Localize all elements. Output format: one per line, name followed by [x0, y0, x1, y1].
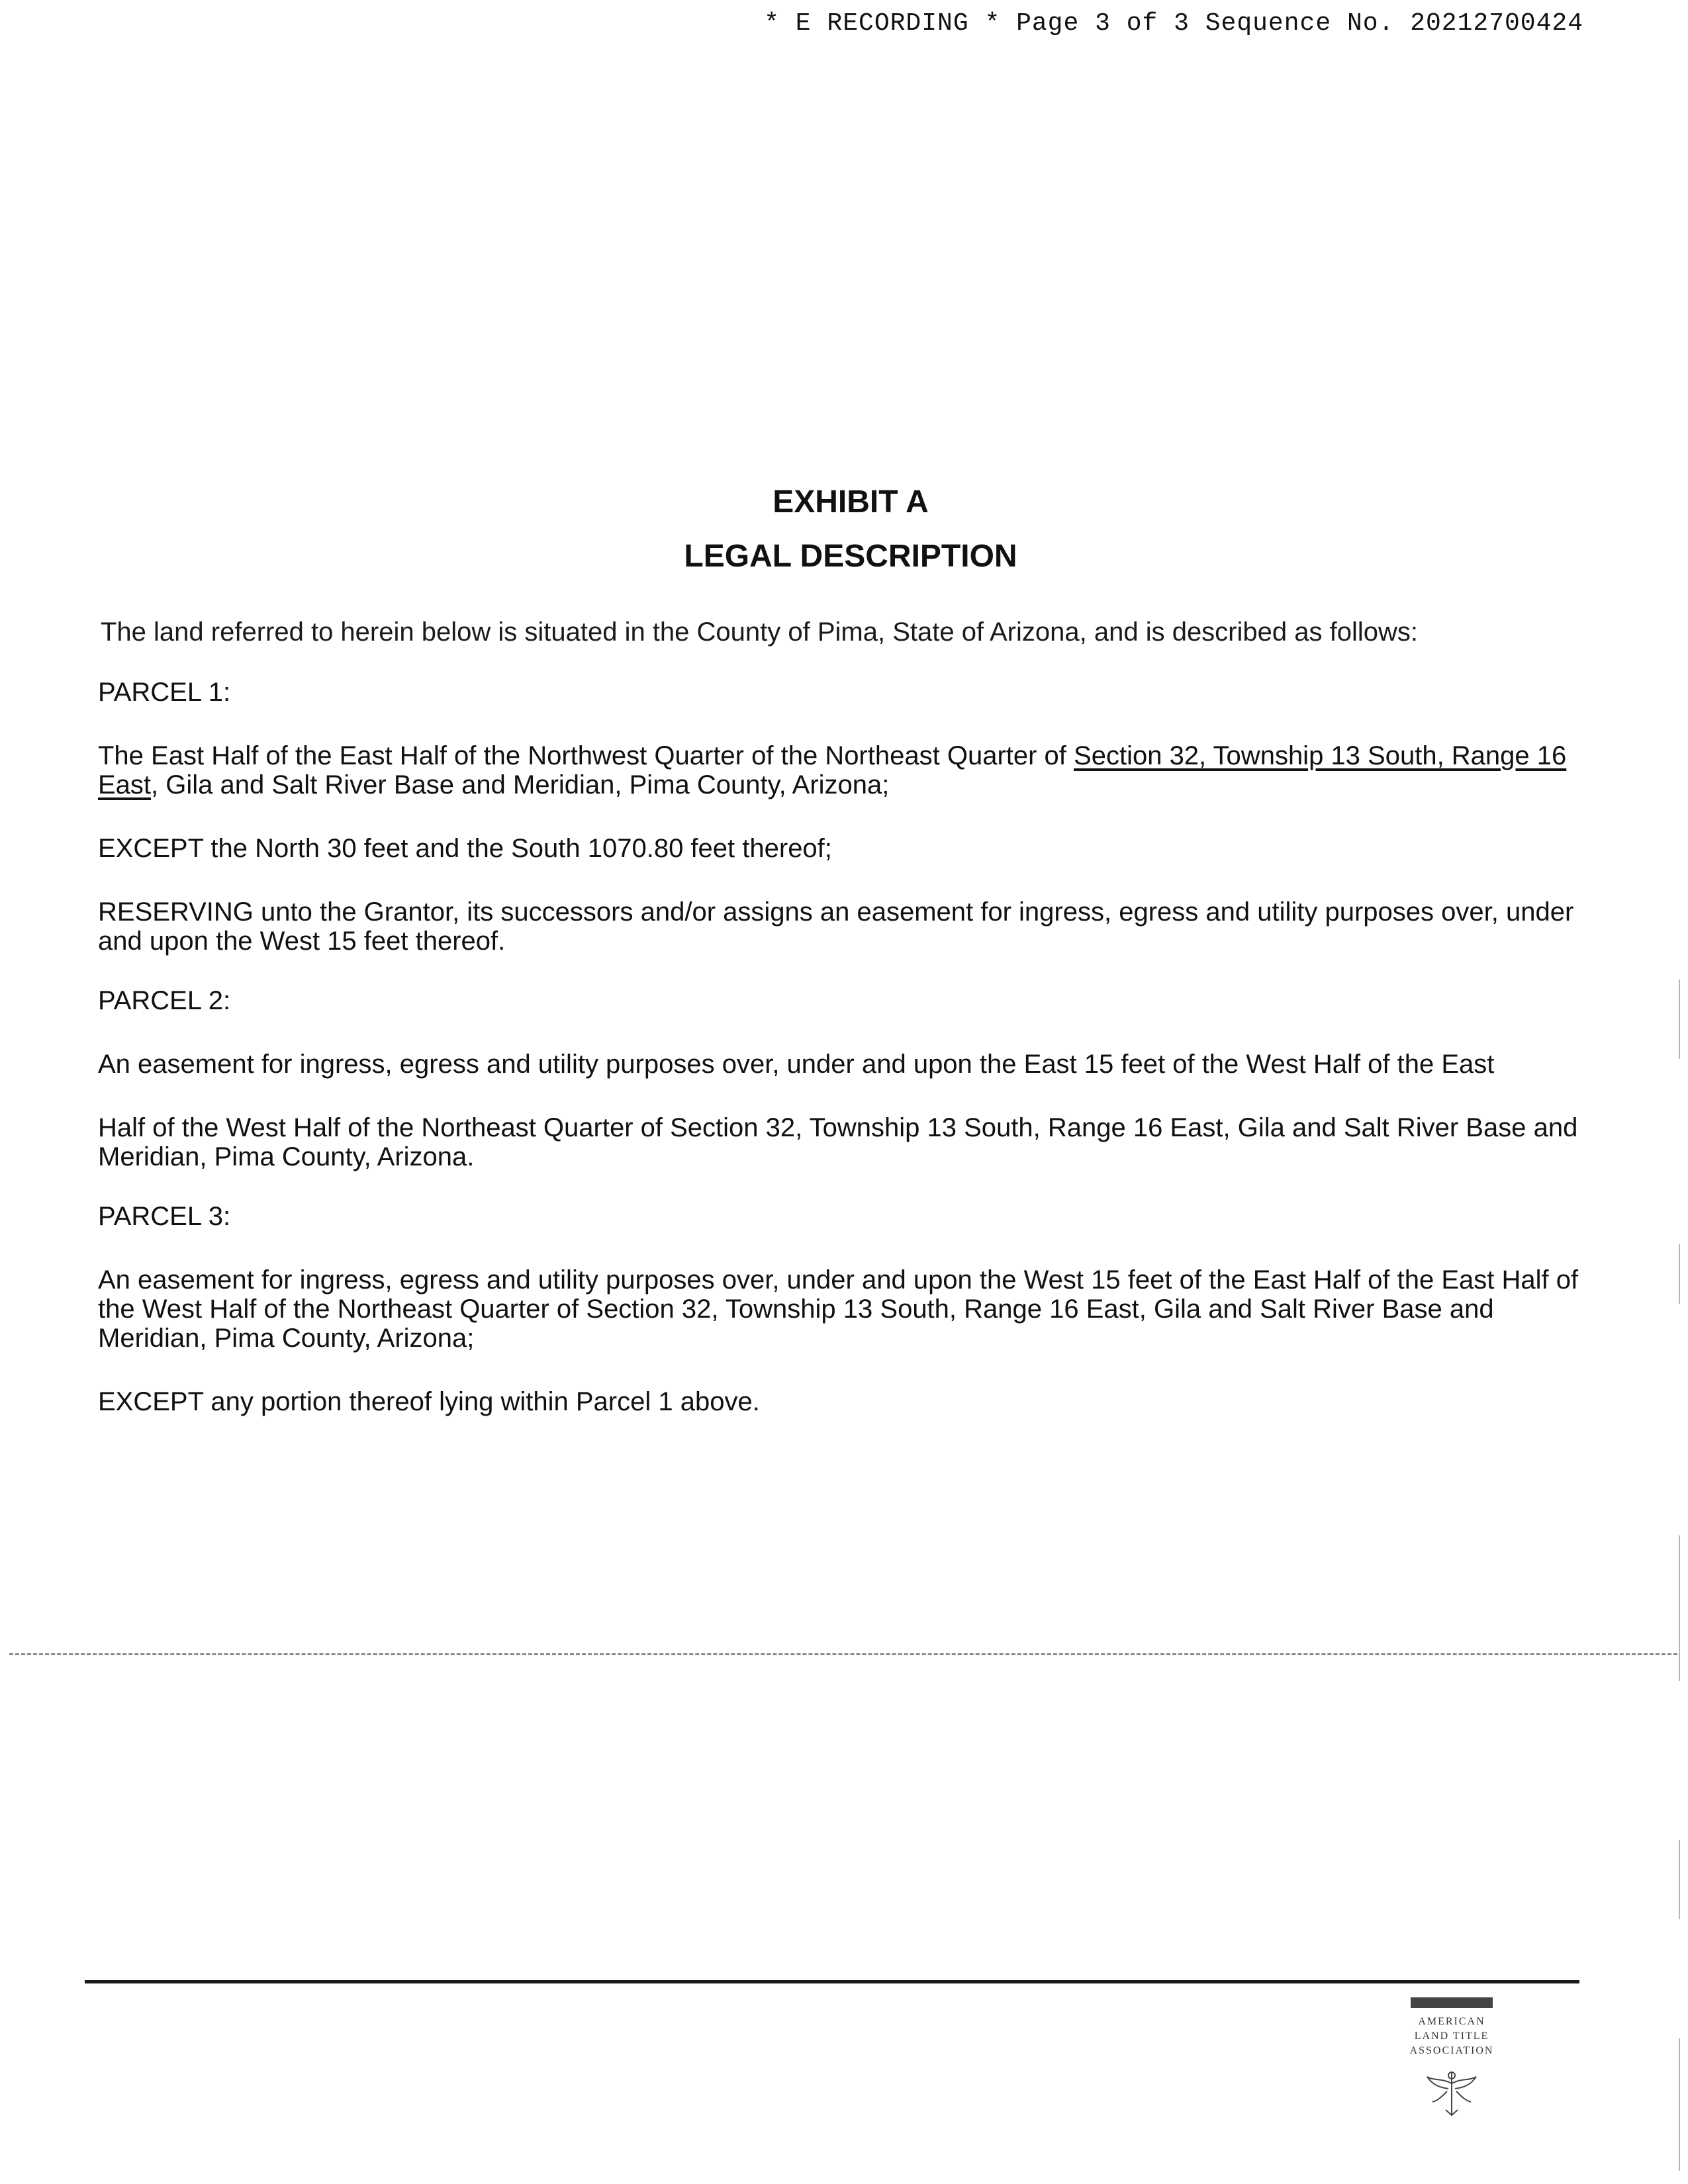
page-break-dashed-line	[9, 1653, 1677, 1655]
recording-header: * E RECORDING * Page 3 of 3 Sequence No. 20212700424	[764, 9, 1583, 38]
parcel-descriptions	[98, 678, 1581, 1416]
scan-margin-mark	[1679, 979, 1680, 1059]
seal-line-2: LAND TITLE	[1414, 2030, 1489, 2042]
parcel-3-except: EXCEPT any portion thereof lying within Parcel 1 above.	[98, 1387, 760, 1416]
intro-paragraph: The land referred to herein below is situated in the County of Pima, State of Arizona, and is described as follows:	[101, 617, 1418, 647]
parcel-1-description	[98, 741, 1581, 799]
seal-line-1: AMERICAN	[1418, 2016, 1485, 2027]
parcel-1-except: EXCEPT the North 30 feet and the South 1070.80 feet thereof;	[98, 834, 832, 863]
footer-rule	[85, 1980, 1579, 1983]
parcel-3-paragraph-1: An easement for ingress, egress and utility purposes over, under and upon the West 15 feet of the East Half of the East Half of the West Half of the Northeast Quarter of Section 32, Township 13 South, Range 16 East, Gila and Salt River Base and Meridian, Pima County, Arizona;	[98, 1265, 1579, 1353]
seal-line-3: ASSOCIATION	[1409, 2045, 1494, 2056]
scan-margin-mark	[1679, 1244, 1680, 1304]
parcel-1-desc-before: The East Half of the East Half of the Northwest Quarter of the Northeast Quarter of	[98, 741, 1074, 770]
legal-description-title: LEGAL DESCRIPTION	[684, 539, 1017, 574]
scan-margin-mark	[1679, 1840, 1680, 1919]
parcel-1-desc-underlined: Section 32, Township 13 South, Range 16 East	[98, 741, 1567, 799]
parcel-2-paragraph-2: Half of the West Half of the Northeast Quarter of Section 32, Township 13 South, Range 16 East, Gila and Salt River Base and Meridian, Pima County, Arizona.	[98, 1113, 1578, 1171]
parcel-1-desc-after: , Gila and Salt River Base and Meridian, Pima County, Arizona;	[151, 770, 890, 799]
parcel-2-paragraph-1: An easement for ingress, egress and utility purposes over, under and upon the East 15 feet of the West Half of the East	[98, 1050, 1495, 1079]
parcel-1-heading: PARCEL 1:	[98, 678, 231, 707]
parcel-1-reserving: RESERVING unto the Grantor, its successors and/or assigns an easement for ingress, egress and utility purposes over, under and upon the West 15 feet thereof.	[98, 897, 1574, 956]
alta-seal	[1409, 1997, 1495, 2156]
seal-bar	[1411, 1997, 1493, 2008]
parcel-3-heading: PARCEL 3:	[98, 1202, 231, 1231]
parcel-2-heading: PARCEL 2:	[98, 986, 231, 1015]
exhibit-title: EXHIBIT A	[773, 484, 929, 520]
scan-margin-mark	[1679, 2038, 1680, 2171]
title-block	[0, 475, 1688, 584]
eagle-emblem-icon	[1422, 2064, 1481, 2123]
scan-margin-mark	[1679, 1535, 1680, 1681]
